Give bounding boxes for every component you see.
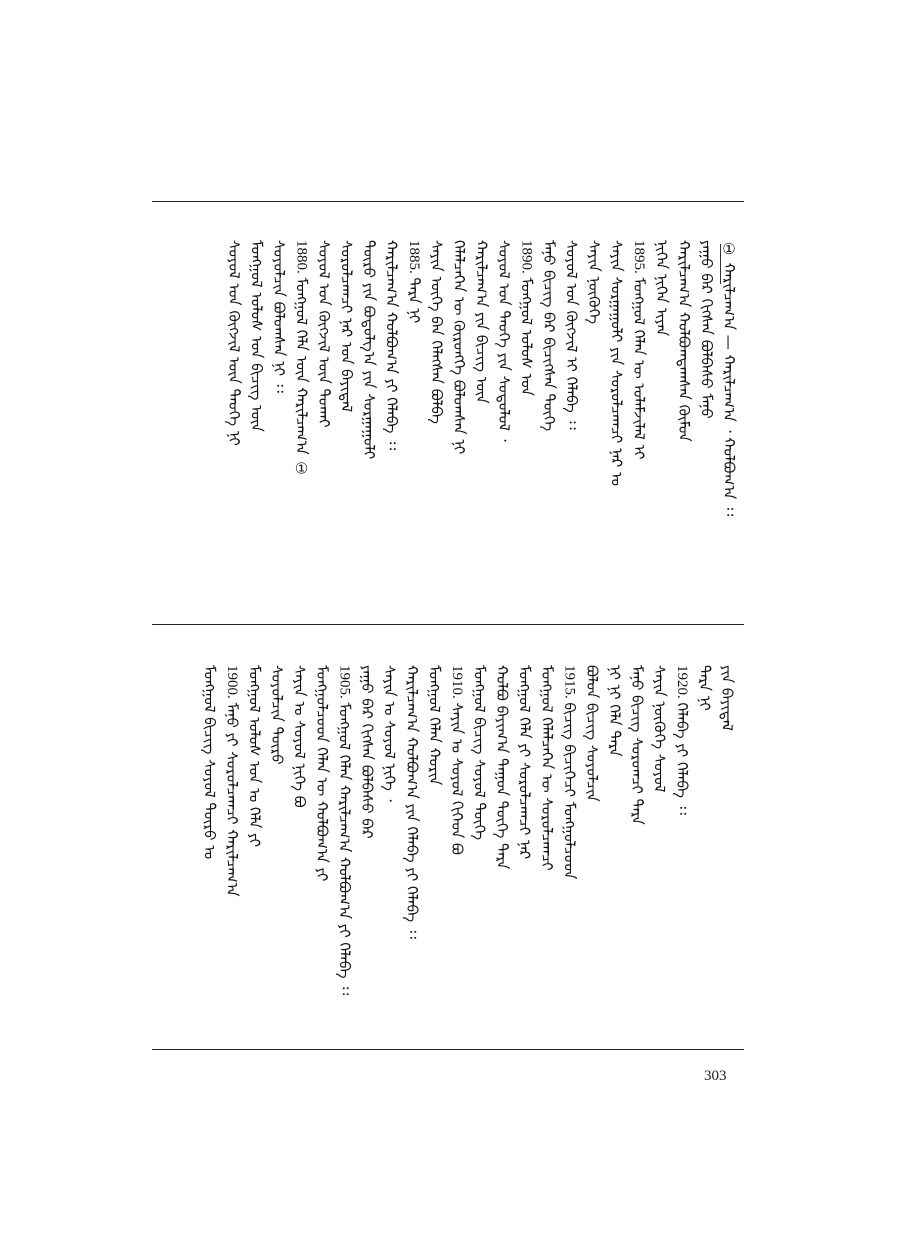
top-rule [152, 201, 744, 202]
year-label: 1880. [293, 240, 310, 278]
upper_section-column [360, 240, 378, 459]
column-text: ᠬᠠᠷᠢᠯᠴᠠᠭ᠎ᠠ ᠶᠢᠨ ᠪᠢᠴᠢᠭ ᠦᠨ [472, 240, 491, 404]
bottom-rule [152, 1049, 744, 1050]
upper_section-column [405, 240, 423, 323]
lower_section-column [628, 665, 646, 825]
lower_section-column [516, 665, 534, 859]
lower_section-column [471, 665, 489, 840]
year-label: 1895. [631, 240, 647, 278]
upper_section-column [540, 240, 558, 431]
lower_section-column [358, 665, 376, 839]
column-text: ᠮᠠᠨᠤ ᠶᠢ ᠰᠤᠷᠤᠯᠴᠠᠭᠴᠢ ᠬᠠᠷᠢᠯᠴᠠᠭ᠎ᠠ [223, 702, 241, 897]
upper_section-column [293, 240, 311, 477]
lower_section-column [651, 665, 669, 792]
column-text: ᠬᠡᠯᠡᠯᠴᠡᠭᠡᠨ ᠦ ᠬᠥᠷᠥᠩᠭᠡ ᠪᠣᠯᠤᠭᠰᠠᠨ ᠨᠢ [450, 240, 468, 455]
column-text: ᠶᠠᠭᠤ ᠪᠠᠷ ᠬᠢᠭᠰᠡᠨ ᠪᠣᠯᠪᠠᠰᠤ ᠪᠠᠷ [358, 665, 376, 839]
lower_section-column [538, 665, 556, 871]
upper_section-column [720, 240, 738, 516]
lower_section-column [426, 665, 444, 785]
column-text: ᠮᠣᠩᠭᠣᠯ ᠪᠢᠴᠢᠭ ᠰᠣᠶᠣᠯ ᠲᠦᠬᠡ [470, 665, 489, 841]
lower_section-column [268, 665, 286, 765]
upper_section-column [383, 240, 401, 450]
upper_section-column [315, 240, 333, 428]
lower_section-column [313, 665, 331, 881]
upper_section-column [450, 240, 468, 454]
year-label: 1905. [336, 665, 353, 703]
column-text: ᠶᠠᠭᠤ ᠪᠠᠷ ᠬᠢᠭᠰᠡᠨ ᠪᠣᠯᠪᠠᠰᠤ ᠮᠠᠨᠤ [697, 240, 716, 419]
column-text: ᠰᠣᠶᠣᠯ ᠤᠨ ᠲᠡᠦᠬᠡ ᠶᠢᠨ ᠰᠤᠳᠤᠯᠤᠯ ᠂ [495, 240, 513, 442]
column-text: ᠲᠦᠷᠦ ᠶᠢᠨ ᠪᠣᠳᠣᠯᠭ᠎ᠠ ᠶᠢᠨ ᠰᠤᠷᠭᠠᠭᠤᠯᠢ [360, 240, 378, 460]
column-text: ᠶᠢᠨ ᠪᠠᠶᠢᠳᠠᠯ [718, 665, 736, 731]
column-text: ᠮᠣᠩᠭᠣᠯ ᠬᠡᠯᠡᠨ ᠦ ᠤᠯᠠᠮᠵᠢᠯᠠᠯ ᠢ [630, 277, 648, 460]
lower_section-column [583, 665, 601, 802]
column-text: ᠪᠣᠯᠤᠨ ᠪᠢᠴᠢᠭ ᠰᠣᠶᠣᠯᠴᠢᠨ [583, 665, 601, 802]
column-text: ᠮᠣᠩᠭᠣᠯ ᠤᠯᠤᠰ ᠤᠨ ᠪᠢᠴᠢᠭ ᠦᠨ [247, 240, 266, 432]
lower_section-column [561, 665, 579, 879]
column-text: ᠰᠣᠶᠣᠯ ᠤᠨ ᠬᠥᠭᠵᠢᠯ ᠦᠨ ᠲᠤᠬᠠᠢ [315, 240, 333, 428]
column-text: ᠮᠣᠩᠭᠣᠯ ᠬᠡᠯᠡᠨ ᠬᠠᠷᠢᠯᠴᠠᠭ᠎ᠠ ᠬᠣᠯᠪᠣᠭ᠎ᠠ ᠶᠢ ᠬᠡᠯᠡᠪᠡ ᠄᠄ [335, 702, 354, 996]
year-label: 1890. [518, 240, 535, 278]
column-text: ᠰᠣᠶᠣᠯ ᠤᠨ ᠬᠥᠭᠵᠢᠯ ᠢ ᠬᠡᠯᠡᠪᠡ ᠄᠄ [562, 240, 581, 430]
lower_section-column [606, 665, 624, 757]
column-text: ᠲᠡᠷᠡ ᠨᠢ [695, 665, 714, 711]
year-label: 1900. [224, 665, 240, 703]
upper_section-column [585, 240, 603, 324]
upper_section-column [630, 240, 648, 459]
column-text: ᠰᠣᠶᠣᠯᠴᠢᠨ ᠲᠦᠷᠦ [268, 665, 286, 765]
column-text: ᠰᠠᠶᠢᠨ ᠤ ᠰᠣᠶᠣᠯ ᠨᠢᠭᠡ ᠪᠣ [290, 665, 309, 808]
column-text: ᠮᠣᠩᠭᠣᠯ ᠬᠡᠯᠡ ᠶᠢ ᠰᠤᠷᠤᠯᠴᠠᠭᠴᠢ ᠨᠠᠷ [515, 665, 534, 860]
column-text: ᠬᠣᠯᠪᠣ ᠪᠠᠶᠢᠭ᠎ᠠ ᠳᠠᠭᠤᠨ ᠲᠦᠬᠡ ᠲᠡᠷᠡ [493, 665, 511, 870]
upper_section-column [495, 240, 513, 442]
column-text: ᠮᠣᠩᠭᠣᠯ ᠤᠯᠤᠰ ᠤᠨ ᠤ ᠬᠡᠯᠡ ᠶᠢ [245, 665, 264, 847]
upper_section-column [653, 240, 671, 336]
lower_section-column [246, 665, 264, 847]
column-text: ᠬᠠᠷᠢᠯᠴᠠᠭ᠎ᠠ ᠬᠣᠯᠪᠣᠭ᠎ᠠ ᠶᠢᠨ ᠬᠡᠯᠡᠪᠡ ᠶᠢ ᠬᠡᠯᠡᠪᠡ ᠄᠄ [403, 665, 421, 939]
column-text: ᠨᠢᠭᠡᠨ ᠨᠢᠭᠡᠨ ᠢᠶᠡᠨ [652, 240, 671, 337]
middle-rule [152, 624, 744, 625]
lower_section-column [403, 665, 421, 939]
upper_section-column [473, 240, 491, 404]
column-text: ᠮᠣᠩᠭᠣᠯ ᠪᠢᠴᠢᠭ ᠰᠣᠶᠣᠯ ᠲᠦᠷᠦ ᠤ [200, 665, 219, 860]
upper_section-column [698, 240, 716, 419]
year-label: 1915. [561, 665, 578, 703]
year-label: 1885. [406, 240, 422, 278]
lower_section-column [336, 665, 354, 995]
column-text: ᠰᠤᠷᠤᠯᠴᠠᠭᠴᠢ ᠨᠠᠷ ᠤᠨ ᠪᠠᠶᠢᠳᠠᠯ [337, 240, 356, 413]
column-text: ᠰᠠᠶᠢᠨ ᠰᠤᠷᠭᠠᠭᠤᠯᠢ ᠶᠢᠨ ᠰᠤᠷᠤᠯᠴᠠᠭᠴᠢ ᠨᠠᠷ ᠤ [607, 240, 626, 486]
lower_section-column [493, 665, 511, 869]
column-text: ᠬᠡᠯᠡᠪᠡ ᠶᠢ ᠬᠡᠯᠡᠪᠡ ᠄᠄ [673, 702, 691, 815]
column-text: ᠰᠠᠶᠢᠨ ᠨᠥᠭᠦᠭᠡ [585, 240, 603, 325]
column-text: ᠮᠣᠩᠭᠣᠯ ᠬᠡᠯᠡᠯᠴᠡᠭᠡᠨ ᠦ ᠰᠤᠷᠤᠯᠴᠠᠭᠴᠢ [538, 665, 556, 871]
column-text: ᠮᠠᠨᠤ ᠪᠢᠴᠢᠭ ᠪᠠᠷ ᠪᠢᠴᠢᠭᠰᠡᠨ ᠲᠦᠬᠡ [540, 240, 558, 432]
column-text: ᠬᠠᠷᠢᠯᠴᠠᠭ᠎ᠠ ᠬᠣᠯᠪᠣᠭᠳᠠᠭᠰᠠᠨ ᠬᠦᠮᠦᠨ [675, 240, 693, 442]
column-text: ᠰᠠᠶᠢᠨ ᠤ ᠰᠣᠶᠣᠯ ᠨᠢᠭᠡ ᠂ [380, 665, 399, 802]
column-text: ᠮᠣᠩᠭᠣᠯ ᠤᠯᠤᠰ ᠤᠨ [517, 277, 536, 396]
column-text: ᠮᠣᠩᠭᠣᠯ ᠬᠡᠯᠡ ᠦᠨ ᠬᠠᠷᠢᠯᠴᠠᠭ᠎ᠠ ① [292, 277, 311, 478]
year-label: 1920. [674, 665, 690, 703]
column-text: ᠪᠢᠴᠢᠭ ᠪᠢᠴᠢᠭᠡᠴᠢ ᠮᠣᠩᠭᠣᠯᠴᠤᠳ [560, 702, 579, 880]
upper_section-column [270, 240, 288, 393]
year-label: 1910. [449, 665, 465, 703]
lower_section-column [381, 665, 399, 802]
upper_section-column [338, 240, 356, 412]
lower_section-column [696, 665, 714, 711]
column-text: ᠰᠠᠶᠢᠨ ᠤ ᠰᠣᠶᠣᠯ ᠬᠢᠭᠡᠳ ᠪᠣ [448, 702, 466, 855]
column-text: ᠮᠣᠩᠭᠣᠯ ᠬᠡᠯᠡᠨ ᠬᠣᠷᠢᠨ [425, 665, 444, 786]
upper_section-column [248, 240, 266, 432]
upper_section-column [675, 240, 693, 442]
column-text: ᠰᠣᠶᠣᠯ ᠤᠨ ᠬᠥᠭᠵᠢᠯ ᠦᠨ ᠲᠡᠦᠬᠡ ᠨᠢ [225, 240, 243, 446]
column-text: ᠨᠢ ᠨᠢ ᠬᠡᠯᠡ ᠲᠡᠷᠡ [605, 665, 624, 757]
lower_section-column [448, 665, 466, 855]
column-text: ᠰᠣᠶᠣᠯᠴᠢᠨ ᠪᠣᠯᠤᠭᠰᠠᠨ ᠨᠢ ᠄᠄ [270, 240, 288, 393]
column-text: ᠮᠣᠩᠭᠣᠯᠴᠤᠳ ᠬᠡᠯᠡᠨ ᠦ ᠬᠣᠯᠪᠣᠭ᠎ᠠ ᠶᠢ [313, 665, 331, 882]
lower_section-column [291, 665, 309, 808]
lower_section-column [673, 665, 691, 815]
page-number: 303 [704, 1068, 727, 1084]
column-text: ᠮᠠᠨᠤ ᠪᠢᠴᠢᠭ ᠰᠤᠷᠤᠭᠴᠢ ᠲᠡᠷᠡ [628, 665, 646, 825]
upper_section-column [225, 240, 243, 446]
column-text: ᠰᠠᠶᠢᠨ ᠨᠥᠭᠦᠭᠡ ᠰᠣᠶᠣᠯ [650, 665, 669, 793]
lower_section-column [201, 665, 219, 859]
lower_section-column [223, 665, 241, 897]
upper_section-column [563, 240, 581, 430]
upper_section-column [428, 240, 446, 424]
column-text: ① ᠬᠠᠷᠢᠯᠴᠠᠭ᠎ᠠ — ᠬᠠᠷᠢᠯᠴᠠᠭ᠎ᠠ ᠂ ᠬᠣᠯᠪᠣᠭ᠎ᠠ ᠄᠄ [720, 240, 738, 517]
lower_section-column [718, 665, 736, 731]
column-text: ᠲᠡᠷᠡ ᠨᠢ [405, 277, 423, 324]
upper_section-column [518, 240, 536, 396]
upper_section-column [608, 240, 626, 486]
column-text: ᠰᠠᠶᠢᠨ ᠦᠭᠡ ᠪᠡᠨ ᠬᠡᠯᠡᠭᠰᠡᠨ ᠪᠣᠯᠪᠠ [427, 240, 446, 424]
column-text: ᠬᠠᠷᠢᠯᠴᠠᠭ᠎ᠠ ᠬᠣᠯᠪᠣᠭ᠎ᠠ ᠶᠢ ᠬᠡᠯᠡᠪᠡ ᠄᠄ [382, 240, 401, 451]
